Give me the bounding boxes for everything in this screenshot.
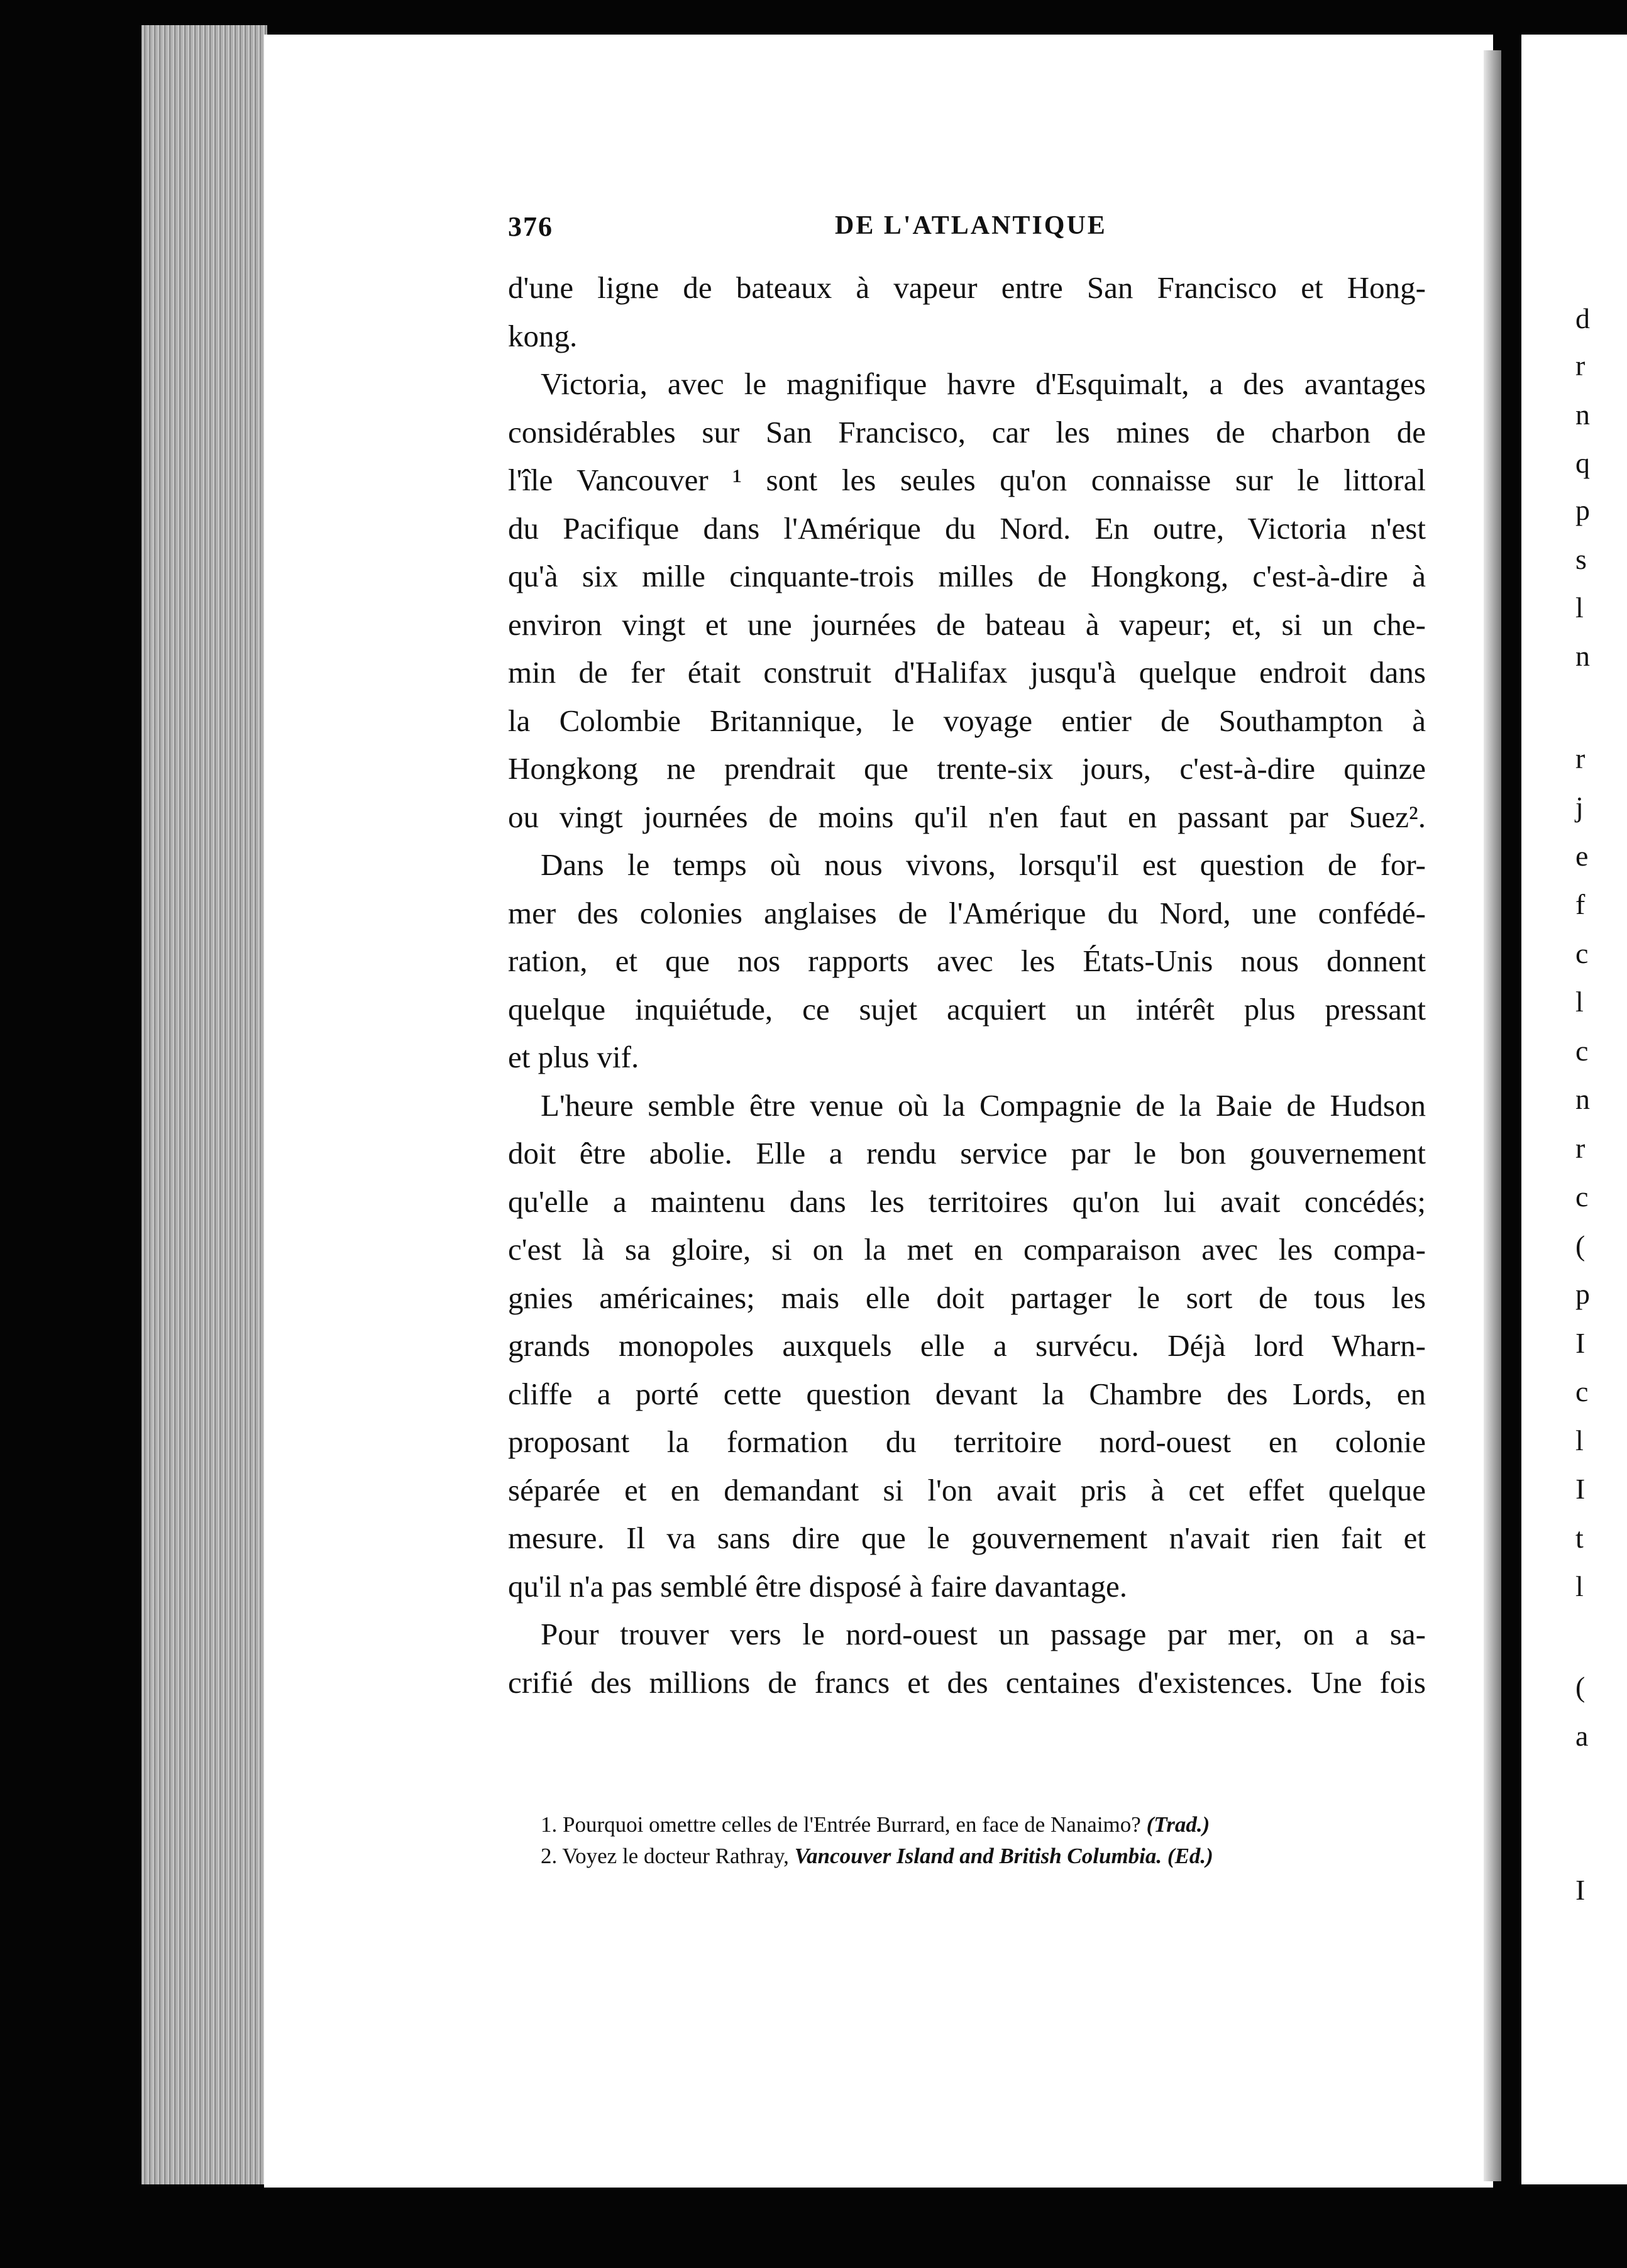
text-line: mesure. Il va sans dire que le gouvernement n'avait rien fait et bbox=[508, 1521, 1426, 1555]
text-line: environ vingt et une journées de bateau à vapeur; et, si un che- bbox=[508, 607, 1426, 642]
text-line: proposant la formation du territoire nord-ouest en colonie bbox=[508, 1424, 1426, 1459]
adjacent-char: I bbox=[1575, 1874, 1586, 1906]
adjacent-char: c bbox=[1575, 1035, 1589, 1067]
footnote-2 bbox=[541, 1841, 1440, 1872]
text-line: Hongkong ne prendrait que trente-six jours, c'est-à-dire quinze bbox=[508, 751, 1426, 786]
footnote-1-text: 1. Pourquoi omettre celles de l'Entrée Burrard, en face de Nanaimo? bbox=[541, 1812, 1147, 1837]
text-line: min de fer était construit d'Halifax jusqu'à quelque endroit dans bbox=[508, 655, 1426, 690]
text-line: qu'à six mille cinquante-trois milles de Hongkong, c'est-à-dire à bbox=[508, 559, 1426, 593]
text-line: c'est là sa gloire, si on la met en comparaison avec les compa- bbox=[508, 1232, 1426, 1267]
text-line: quelque inquiétude, ce sujet acquiert un intérêt plus pressant bbox=[508, 991, 1426, 1027]
adjacent-char: n bbox=[1575, 640, 1590, 672]
body-text bbox=[508, 264, 1426, 1707]
footnote-2-title: Vancouver Island and British Columbia. (Ed.) bbox=[794, 1844, 1213, 1868]
text-line: gnies américaines; mais elle doit partager le sort de tous les bbox=[508, 1280, 1426, 1315]
text-line: considérables sur San Francisco, car les mines de charbon de bbox=[508, 414, 1426, 449]
adjacent-char: l bbox=[1575, 592, 1584, 624]
adjacent-char: ( bbox=[1575, 1671, 1586, 1703]
text-line: Pour trouver vers le nord-ouest un passage par mer, on a sa- bbox=[541, 1617, 1426, 1651]
adjacent-char: c bbox=[1575, 1375, 1589, 1407]
text-line: cliffe a porté cette question devant la Chambre des Lords, en bbox=[508, 1376, 1426, 1411]
adjacent-char: r bbox=[1575, 742, 1586, 774]
adjacent-char: ( bbox=[1575, 1230, 1586, 1262]
adjacent-char: l bbox=[1575, 1570, 1584, 1602]
footnote-1-tag: (Trad.) bbox=[1146, 1812, 1210, 1837]
text-line: mer des colonies anglaises de l'Amérique du Nord, une confédé- bbox=[508, 895, 1426, 930]
adjacent-page-edge bbox=[1521, 35, 1627, 2184]
page-number: 376 bbox=[508, 211, 553, 242]
text-line: kong. bbox=[508, 318, 578, 353]
text-line: Dans le temps où nous vivons, lorsqu'il est question de for- bbox=[541, 847, 1426, 882]
footnote-2-text: 2. Voyez le docteur Rathray, bbox=[541, 1844, 795, 1868]
adjacent-char: I bbox=[1575, 1473, 1586, 1505]
adjacent-char: n bbox=[1575, 1083, 1590, 1115]
text-line: ou vingt journées de moins qu'il n'en faut en passant par Suez². bbox=[508, 799, 1426, 834]
adjacent-char: q bbox=[1575, 447, 1590, 479]
adjacent-char: d bbox=[1575, 302, 1590, 334]
text-line: crifié des millions de francs et des centaines d'existences. Une fois bbox=[508, 1665, 1426, 1700]
adjacent-char: c bbox=[1575, 937, 1589, 969]
text-line: grands monopoles auxquels elle a survécu. Déjà lord Wharn- bbox=[508, 1328, 1426, 1363]
adjacent-char: p bbox=[1575, 494, 1590, 526]
text-line: la Colombie Britannique, le voyage entier de Southampton à bbox=[508, 703, 1426, 738]
page-header bbox=[508, 211, 1426, 248]
text-line: séparée et en demandant si l'on avait pris à cet effet quelque bbox=[508, 1472, 1426, 1507]
adjacent-char: s bbox=[1575, 543, 1587, 575]
adjacent-char: r bbox=[1575, 350, 1586, 382]
adjacent-char: j bbox=[1575, 791, 1584, 823]
text-line: Victoria, avec le magnifique havre d'Esquimalt, a des avantages bbox=[541, 366, 1426, 401]
text-line: doit être abolie. Elle a rendu service par le bon gouvernement bbox=[508, 1136, 1426, 1170]
text-line: L'heure semble être venue où la Compagnie de la Baie de Hudson bbox=[541, 1087, 1426, 1123]
text-line: du Pacifique dans l'Amérique du Nord. En outre, Victoria n'est bbox=[508, 510, 1426, 546]
footnotes bbox=[541, 1809, 1440, 1872]
text-line: et plus vif. bbox=[508, 1040, 639, 1074]
adjacent-char: l bbox=[1575, 1424, 1584, 1456]
page-gutter-shadow bbox=[1484, 50, 1501, 2181]
adjacent-char: l bbox=[1575, 986, 1584, 1018]
adjacent-char: n bbox=[1575, 399, 1590, 431]
adjacent-char: p bbox=[1575, 1278, 1590, 1310]
text-line: qu'elle a maintenu dans les territoires qu'on lui avait concédés; bbox=[508, 1184, 1426, 1219]
adjacent-char: t bbox=[1575, 1522, 1584, 1554]
adjacent-char: a bbox=[1575, 1720, 1589, 1752]
text-line: ration, et que nos rapports avec les États-Unis nous donnent bbox=[508, 944, 1426, 978]
footnote-1 bbox=[541, 1809, 1440, 1841]
text-line: d'une ligne de bateaux à vapeur entre San Francisco et Hong- bbox=[508, 270, 1426, 305]
adjacent-char: f bbox=[1575, 888, 1586, 920]
adjacent-char: r bbox=[1575, 1132, 1586, 1164]
running-head: DE L'ATLANTIQUE bbox=[835, 211, 1107, 240]
text-line: qu'il n'a pas semblé être disposé à faire davantage. bbox=[508, 1568, 1128, 1604]
adjacent-char: e bbox=[1575, 840, 1589, 872]
book-fore-edge bbox=[141, 25, 267, 2184]
adjacent-char: I bbox=[1575, 1327, 1586, 1359]
adjacent-char: c bbox=[1575, 1181, 1589, 1213]
text-line: l'île Vancouver ¹ sont les seules qu'on connaisse sur le littoral bbox=[508, 463, 1426, 497]
